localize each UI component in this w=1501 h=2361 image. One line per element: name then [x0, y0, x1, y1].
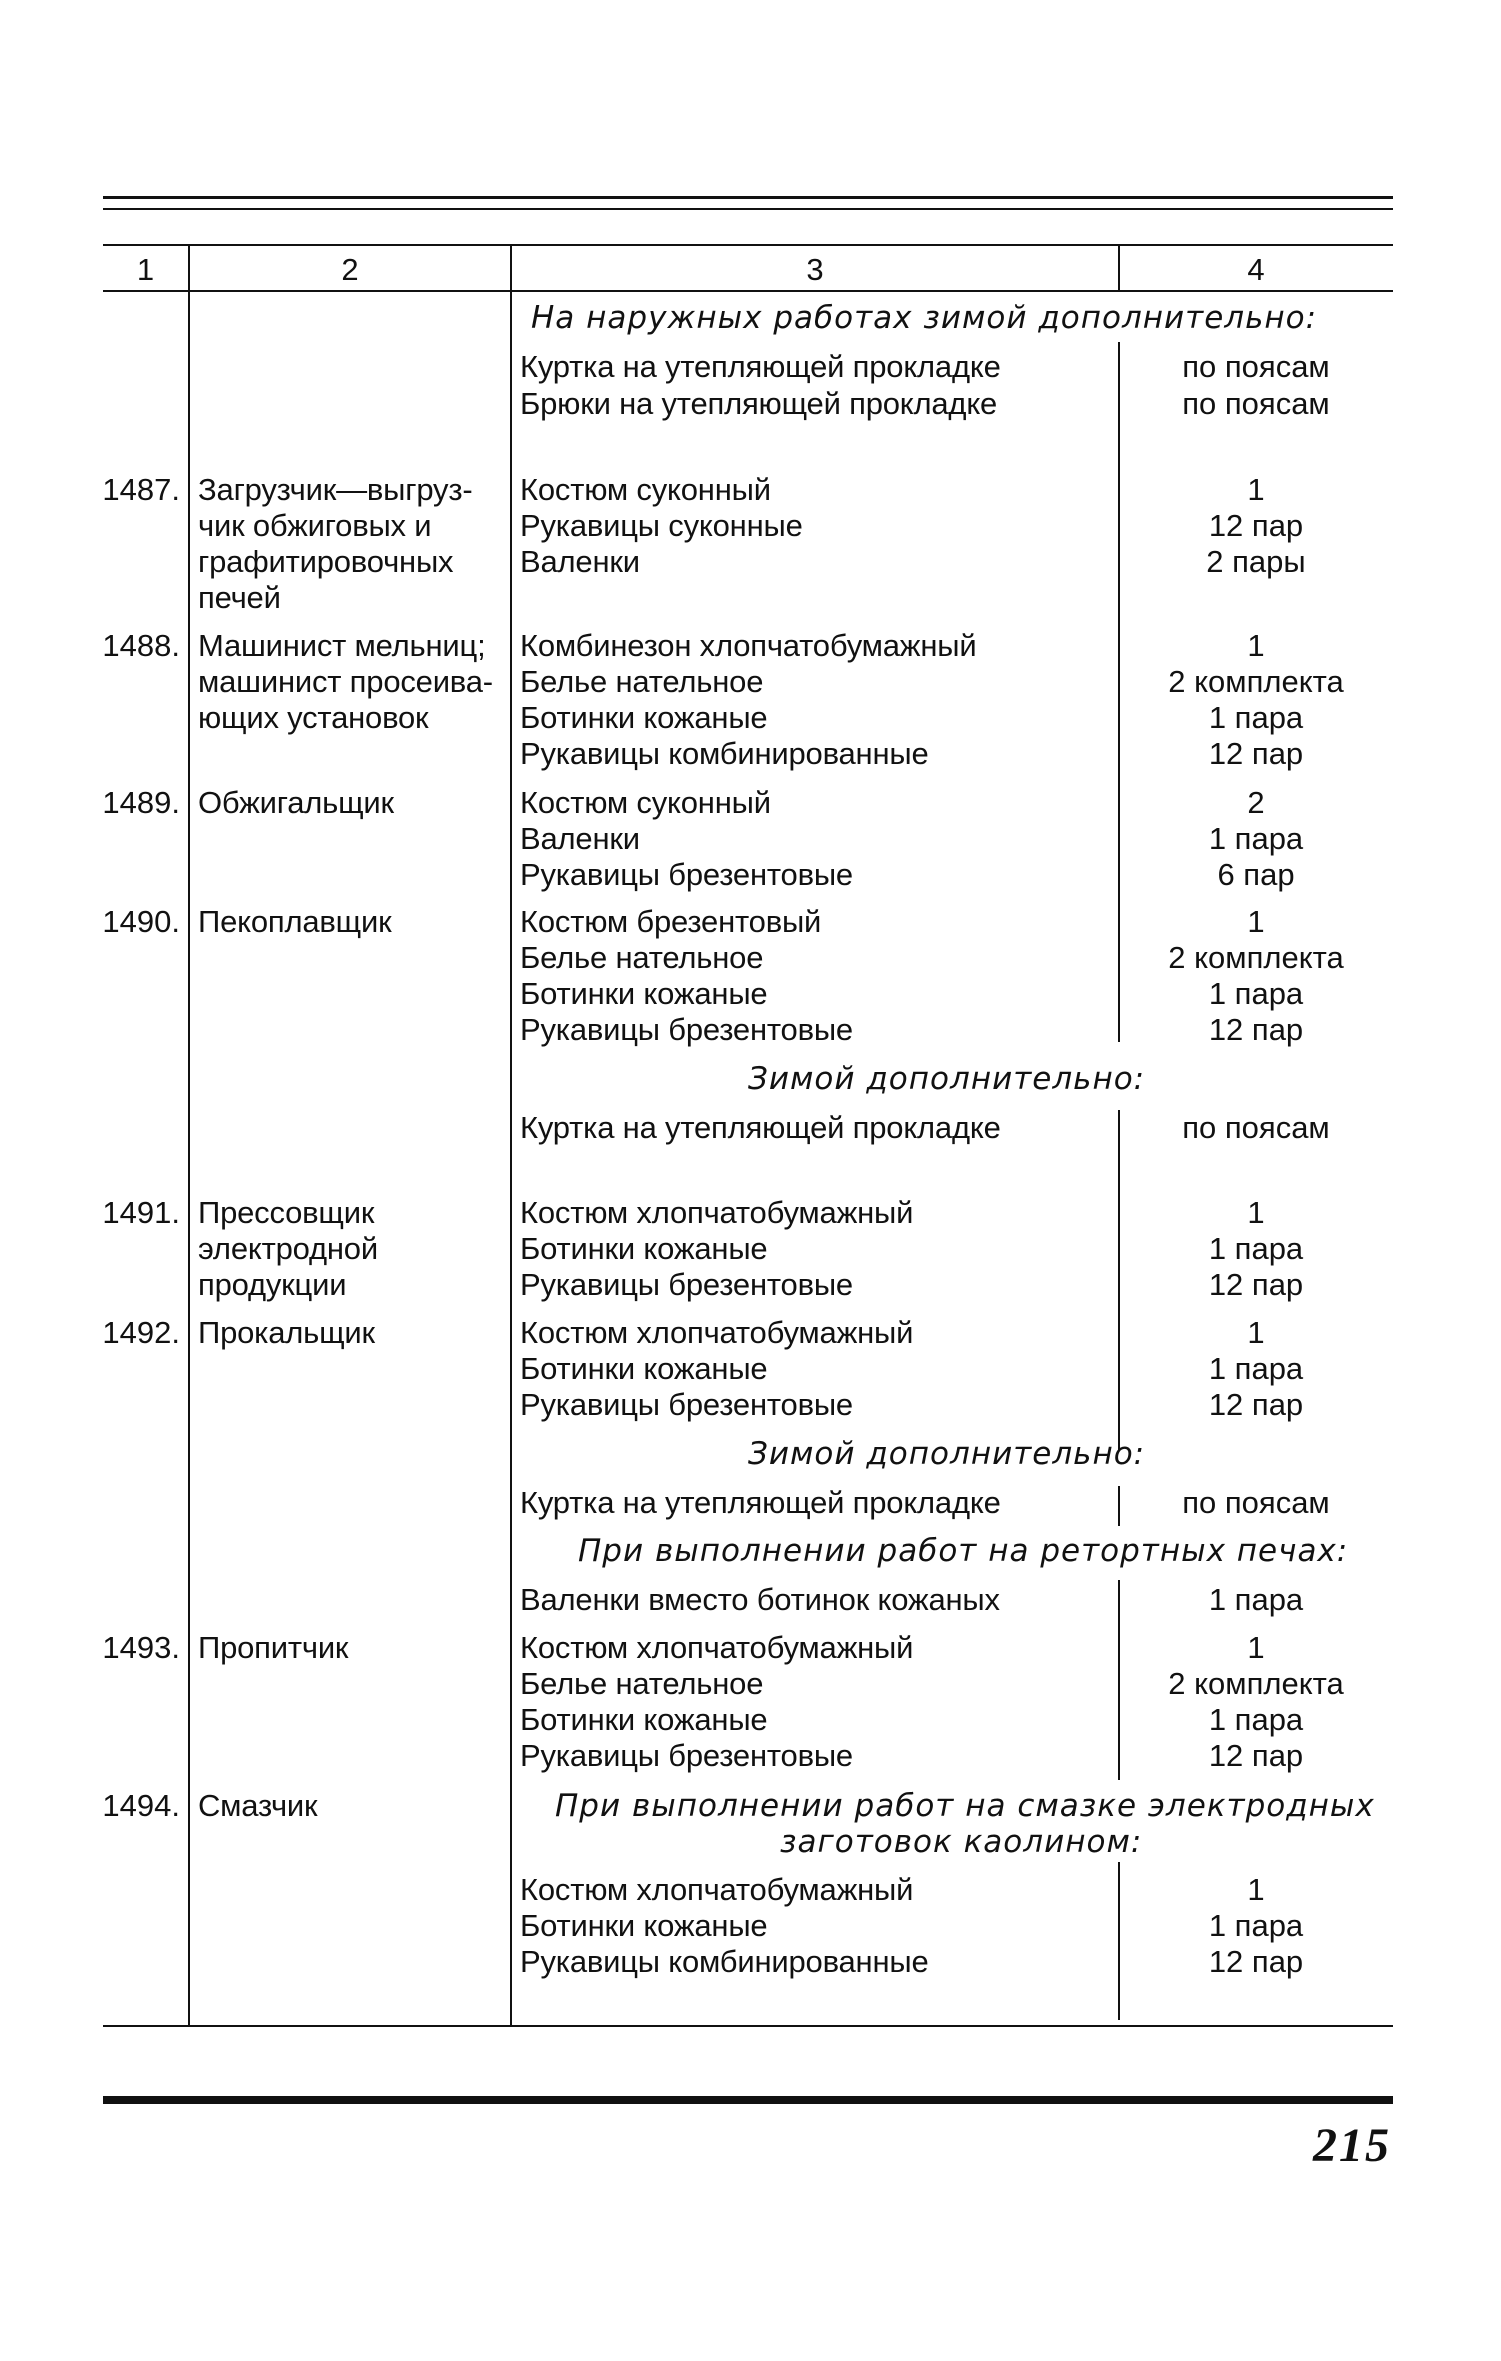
row-number: 1487.: [102, 472, 180, 507]
item-qty: 12 пар: [1208, 1267, 1304, 1302]
row-number: 1491.: [102, 1195, 180, 1230]
header-bottom-line: [103, 290, 1393, 292]
footer-rule: [103, 2096, 1393, 2104]
item-name: Валенки: [520, 544, 640, 579]
occupation-line: Прокальщик: [198, 1315, 375, 1350]
header-col-2: 2: [341, 252, 359, 287]
item-name: Куртка на утепляющей прокладке: [520, 349, 1001, 384]
item-qty: 12 пар: [1208, 1738, 1304, 1773]
item-name: Куртка на утепляющей прокладке: [520, 1110, 1001, 1145]
item-qty: 1: [1247, 1630, 1265, 1665]
item-qty: 2 комплекта: [1168, 940, 1344, 975]
row-number: 1490.: [102, 904, 180, 939]
item-name: Костюм хлопчатобумажный: [520, 1630, 914, 1665]
item-name: Рукавицы комбинированные: [520, 1944, 929, 1979]
item-qty: 12 пар: [1208, 736, 1304, 771]
item-name: Валенки вместо ботинок кожаных: [520, 1582, 1000, 1617]
item-qty: 1 пара: [1208, 1582, 1304, 1617]
item-qty: 1 пара: [1208, 1231, 1304, 1266]
item-qty: 1 пара: [1208, 976, 1304, 1011]
item-name: Костюм хлопчатобумажный: [520, 1315, 914, 1350]
table-bottom-line: [103, 2025, 1393, 2027]
occupation-line: Пекоплавщик: [198, 904, 392, 939]
item-name: Костюм суконный: [520, 785, 771, 820]
item-qty: по поясам: [1182, 1110, 1330, 1145]
occupation-line: чик обжиговых и: [198, 508, 432, 543]
occupation-line: Машинист мельниц;: [198, 628, 486, 663]
note-outdoor-winter: На наружных работах зимой дополнительно:: [531, 300, 1318, 336]
item-name: Рукавицы комбинированные: [520, 736, 929, 771]
item-name: Валенки: [520, 821, 640, 856]
header-top-line: [103, 244, 1393, 246]
item-name: Ботинки кожаные: [520, 1351, 768, 1386]
item-qty: 1: [1247, 628, 1265, 663]
note-electrode-lubrication: При выполнении работ на смазке электродных: [555, 1788, 1375, 1824]
item-name: Белье нательное: [520, 940, 764, 975]
header-col-4: 4: [1247, 252, 1265, 287]
item-name: Ботинки кожаные: [520, 1908, 768, 1943]
col-line-2: [510, 244, 512, 2025]
item-name: Ботинки кожаные: [520, 1702, 768, 1737]
item-qty: 1: [1247, 904, 1265, 939]
item-qty: 1 пара: [1208, 1908, 1304, 1943]
item-name: Белье нательное: [520, 1666, 764, 1701]
item-name: Костюм хлопчатобумажный: [520, 1195, 914, 1230]
row-number: 1494.: [102, 1788, 180, 1823]
item-name: Куртка на утепляющей прокладке: [520, 1485, 1001, 1520]
item-qty: 1: [1247, 472, 1265, 507]
item-name: Брюки на утепляющей прокладке: [520, 386, 998, 421]
note-winter-additional: Зимой дополнительно:: [748, 1436, 1146, 1472]
item-qty: 1 пара: [1208, 1702, 1304, 1737]
item-name: Комбинезон хлопчатобумажный: [520, 628, 977, 663]
item-qty: 2 пары: [1206, 544, 1306, 579]
note-electrode-lubrication: заготовок каолином:: [780, 1824, 1143, 1860]
item-qty: по поясам: [1182, 386, 1330, 421]
note-retort-furnaces: При выполнении работ на ретортных печах:: [578, 1533, 1349, 1569]
item-qty: 12 пар: [1208, 1944, 1304, 1979]
top-rule-1: [103, 196, 1393, 199]
occupation-line: печей: [198, 580, 281, 615]
item-name: Костюм хлопчатобумажный: [520, 1872, 914, 1907]
item-name: Белье нательное: [520, 664, 764, 699]
item-name: Ботинки кожаные: [520, 976, 768, 1011]
row-number: 1492.: [102, 1315, 180, 1350]
item-name: Костюм суконный: [520, 472, 771, 507]
occupation-line: электродной: [198, 1231, 378, 1266]
page-number: 215: [1313, 2119, 1391, 2172]
occupation-line: Пропитчик: [198, 1630, 349, 1665]
item-name: Ботинки кожаные: [520, 1231, 768, 1266]
occupation-line: Загрузчик—выгруз-: [198, 472, 473, 507]
occupation-line: продукции: [198, 1267, 347, 1302]
occupation-line: Смазчик: [198, 1788, 318, 1823]
header-col-1: 1: [136, 252, 155, 287]
item-name: Рукавицы брезентовые: [520, 857, 853, 892]
row-number: 1489.: [102, 785, 180, 820]
item-name: Костюм брезентовый: [520, 904, 822, 939]
item-name: Рукавицы брезентовые: [520, 1012, 853, 1047]
item-qty: по поясам: [1182, 1485, 1330, 1520]
item-name: Рукавицы брезентовые: [520, 1267, 853, 1302]
item-name: Рукавицы суконные: [520, 508, 803, 543]
header-col-3: 3: [806, 252, 824, 287]
item-name: Рукавицы брезентовые: [520, 1738, 853, 1773]
item-qty: по поясам: [1182, 349, 1330, 384]
occupation-line: Прессовщик: [198, 1195, 375, 1230]
item-qty: 1 пара: [1208, 700, 1304, 735]
item-qty: 12 пар: [1208, 508, 1304, 543]
col-line-1: [188, 244, 190, 2025]
item-qty: 12 пар: [1208, 1387, 1304, 1422]
row-number: 1493.: [102, 1630, 180, 1665]
note-winter-additional: Зимой дополнительно:: [748, 1061, 1146, 1097]
item-qty: 12 пар: [1208, 1012, 1304, 1047]
occupation-line: Обжигальщик: [198, 785, 394, 820]
occupation-line: графитировочных: [198, 544, 454, 579]
occupation-line: машинист просеива-: [198, 664, 493, 699]
item-qty: 1 пара: [1208, 821, 1304, 856]
item-qty: 1 пара: [1208, 1351, 1304, 1386]
item-qty: 2 комплекта: [1168, 1666, 1344, 1701]
item-qty: 1: [1247, 1195, 1265, 1230]
item-qty: 1: [1247, 1315, 1265, 1350]
occupation-line: ющих установок: [198, 700, 429, 735]
row-number: 1488.: [102, 628, 180, 663]
item-name: Ботинки кожаные: [520, 700, 768, 735]
item-qty: 6 пар: [1217, 857, 1295, 892]
top-rule-2: [103, 208, 1393, 210]
item-qty: 2 комплекта: [1168, 664, 1344, 699]
item-name: Рукавицы брезентовые: [520, 1387, 853, 1422]
item-qty: 2: [1247, 785, 1265, 820]
item-qty: 1: [1247, 1872, 1265, 1907]
